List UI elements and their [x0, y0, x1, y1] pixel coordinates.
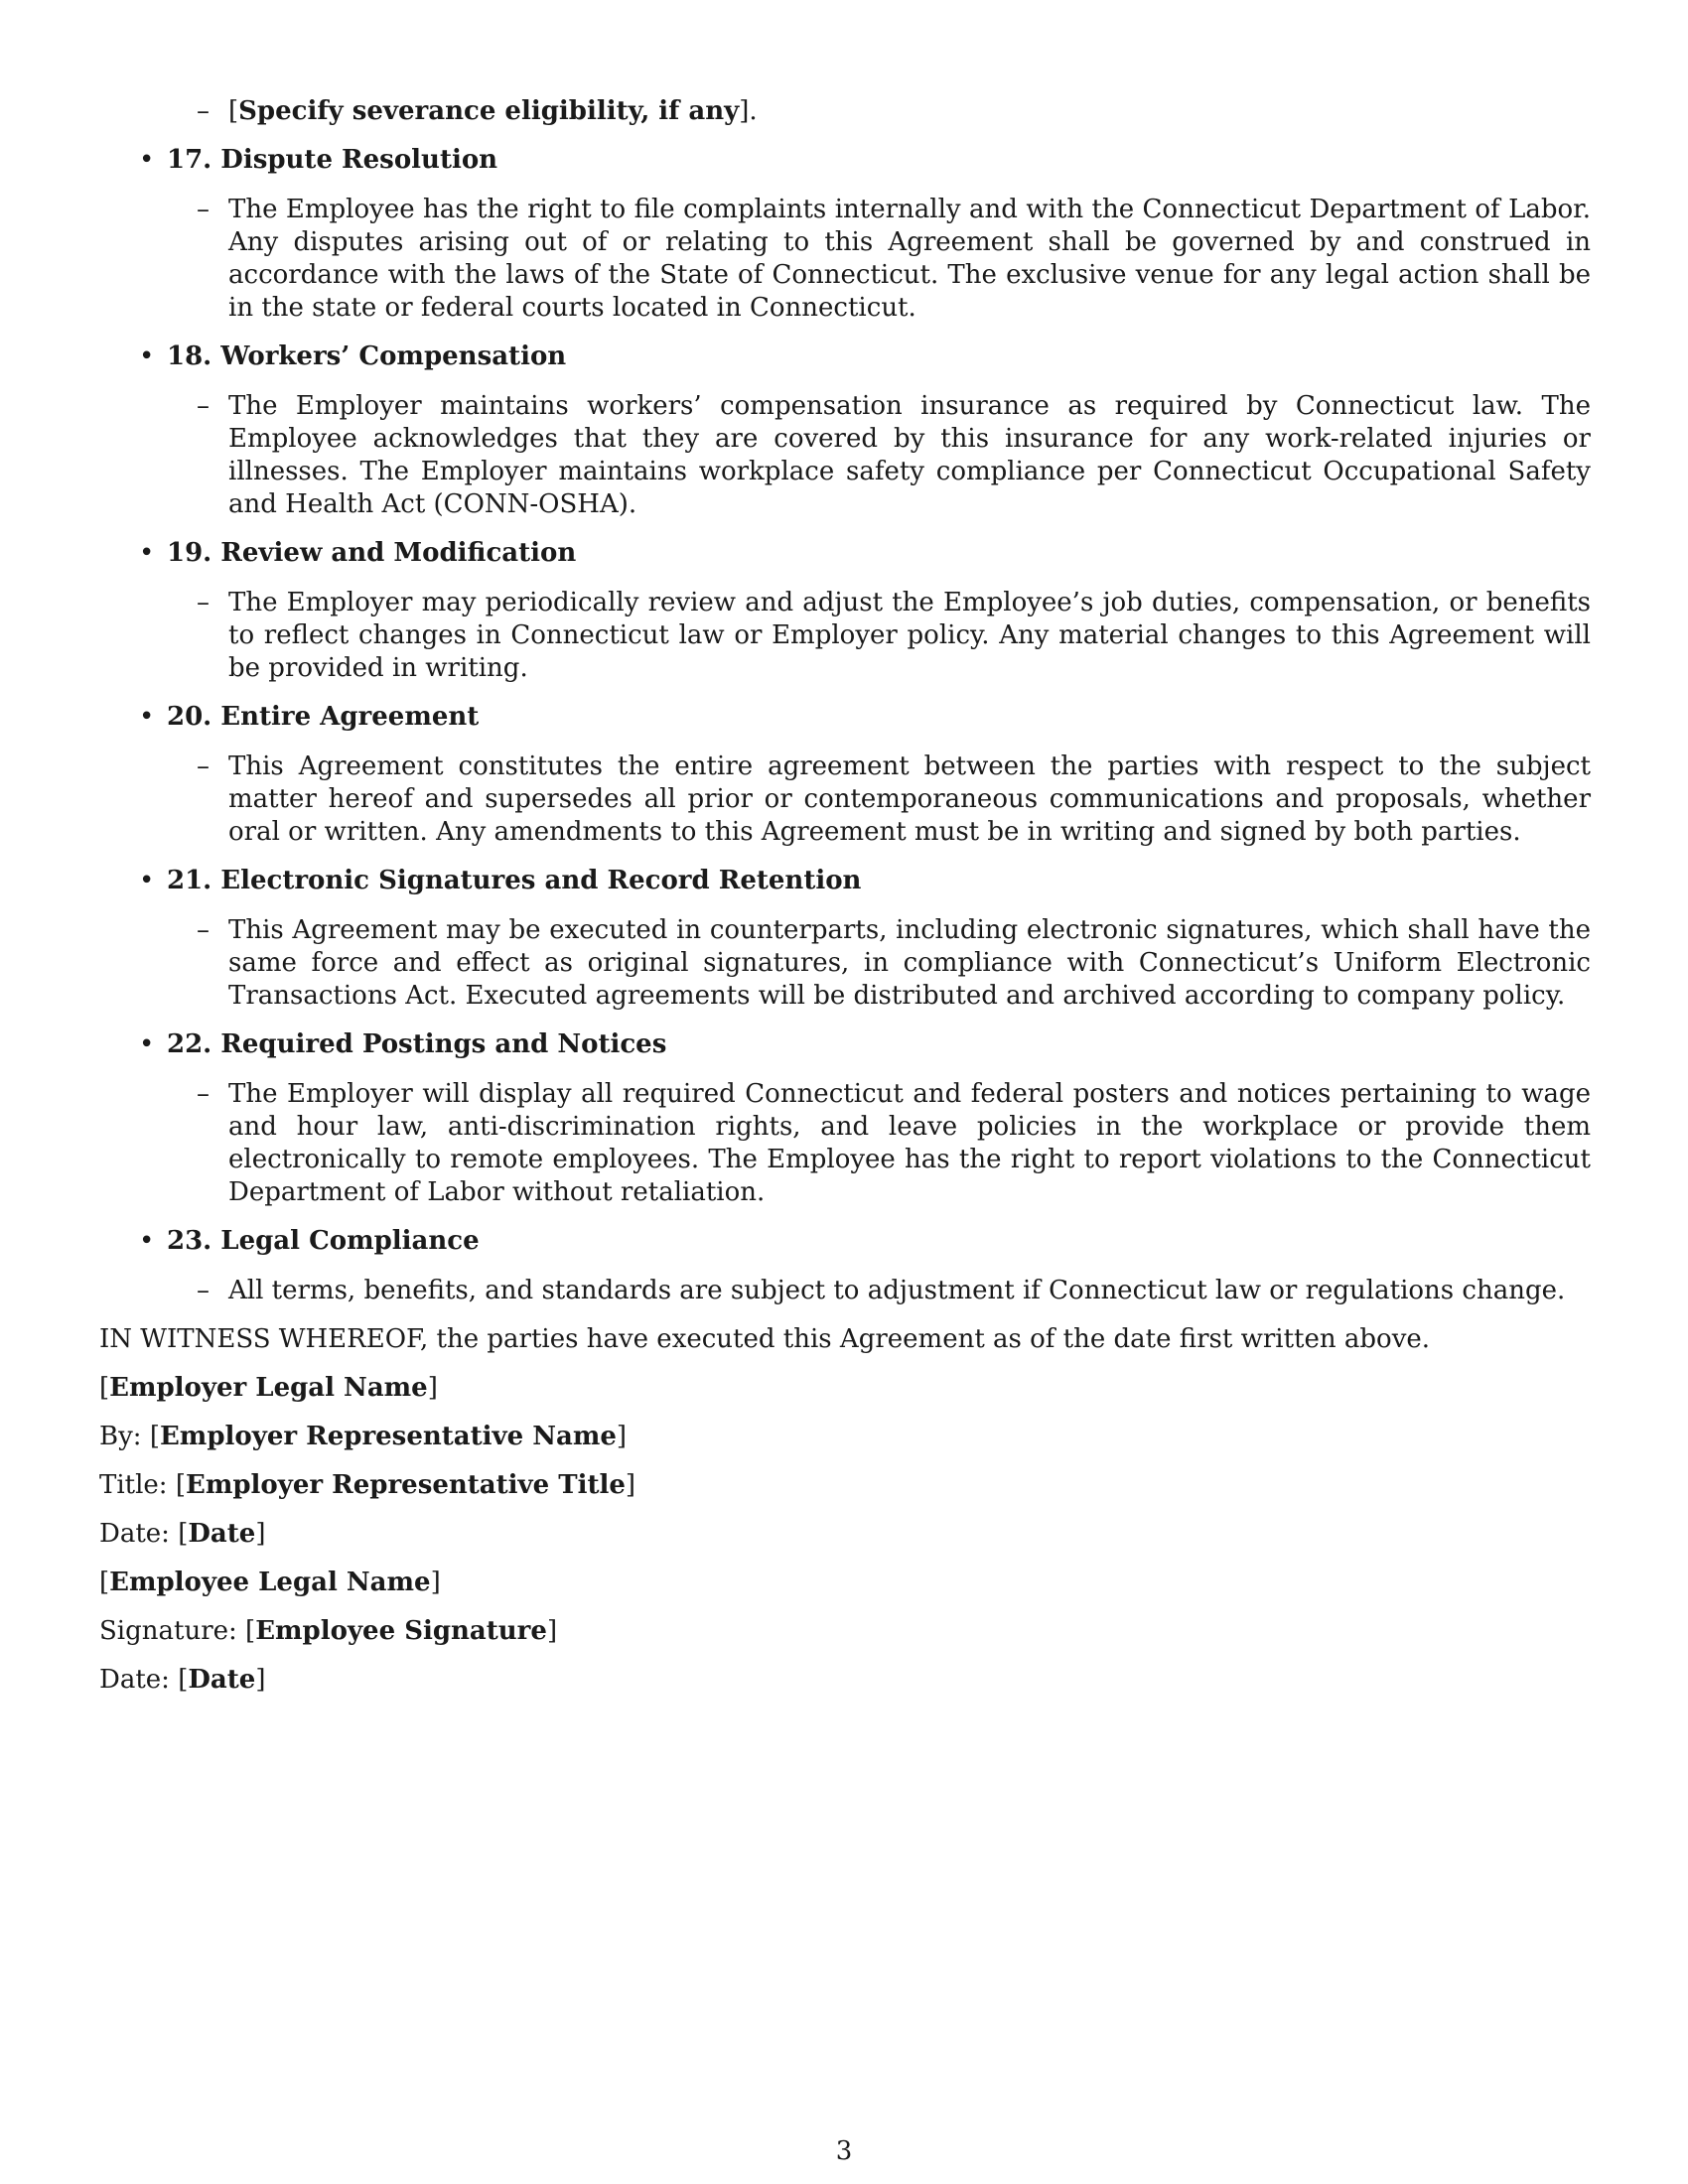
- employer-rep-name-placeholder: Employer Representative Name: [159, 1422, 617, 1451]
- by-label: By:: [99, 1422, 142, 1451]
- section-heading: [99, 1028, 1591, 1061]
- employee-signature-placeholder: Employee Signature: [255, 1616, 547, 1646]
- section-heading: [99, 537, 1591, 570]
- section-heading-text: 21. Electronic Signatures and Record Retention: [167, 866, 862, 895]
- section-18: [99, 341, 1591, 521]
- section-19: [99, 537, 1591, 685]
- section-body: [99, 587, 1591, 685]
- page-number: 3: [835, 2136, 853, 2166]
- section-heading-text: 22. Required Postings and Notices: [167, 1029, 667, 1059]
- section-heading: [99, 341, 1591, 373]
- dash-marker: –: [197, 1276, 210, 1305]
- section-heading: [99, 1225, 1591, 1258]
- bullet-marker: •: [139, 1226, 155, 1256]
- bullet-marker: •: [139, 341, 155, 371]
- witness-statement: IN WITNESS WHEREOF, the parties have executed this Agreement as of the date first written above.: [99, 1324, 1431, 1354]
- section-23: [99, 1225, 1591, 1307]
- section-heading-text: 18. Workers’ Compensation: [167, 341, 567, 371]
- date-label: Date:: [99, 1519, 170, 1549]
- section-body: [99, 1078, 1591, 1209]
- employer-rep-title-placeholder: Employer Representative Title: [186, 1470, 626, 1500]
- dash-marker: –: [197, 96, 210, 126]
- section-text: This Agreement constitutes the entire agreement between the parties with respect to the subject matter hereof and supersedes all prior or contemporaneous communications and proposals, whether oral or written. Any amendments to this Agreement must be in writing and signed by both parties.: [228, 751, 1591, 847]
- dash-marker: –: [197, 391, 210, 421]
- bullet-marker: •: [139, 1029, 155, 1059]
- section-heading-text: 20. Entire Agreement: [167, 702, 480, 732]
- section-body: [99, 194, 1591, 325]
- date-label: Date:: [99, 1665, 170, 1695]
- section-text: The Employee has the right to file complaints internally and with the Connecticut Department of Labor. Any disputes arising out of or relating to this Agreement shall be governed by and construed in accordance with the laws of the State of Connecticut. The exclusive venue for any legal action shall be in the state or federal courts located in Connecticut.: [228, 195, 1591, 323]
- document-page: [99, 95, 1591, 1712]
- section-body: [99, 390, 1591, 521]
- section-heading-text: 19. Review and Modification: [167, 538, 577, 568]
- section-body: [99, 1275, 1591, 1307]
- bullet-marker: •: [139, 538, 155, 568]
- section-body: [99, 751, 1591, 849]
- employer-name-placeholder: Employer Legal Name: [109, 1373, 428, 1403]
- dash-marker: –: [197, 195, 210, 224]
- employer-date-placeholder: Date: [188, 1519, 256, 1549]
- bullet-marker: •: [139, 145, 155, 175]
- section-heading-text: 17. Dispute Resolution: [167, 145, 498, 175]
- employer-by-line: By: [Employer Representative Name]: [99, 1422, 628, 1451]
- section-22: [99, 1028, 1591, 1209]
- section-body: [99, 914, 1591, 1013]
- title-label: Title:: [99, 1470, 168, 1500]
- severance-close: ].: [739, 96, 758, 126]
- section-heading: [99, 865, 1591, 897]
- section-20: [99, 701, 1591, 849]
- section-text: The Employer will display all required Connecticut and federal posters and notices pertaining to wage and hour law, anti-discrimination rights, and leave policies in the workplace or provide them electronically to remote employees. The Employee has the right to report violations to the Connecticut Department of Labor without retaliation.: [228, 1079, 1591, 1207]
- section-heading: [99, 144, 1591, 177]
- employee-signature-line: Signature: [Employee Signature]: [99, 1616, 558, 1646]
- severance-open-bracket: [: [228, 96, 239, 126]
- section-text: The Employer maintains workers’ compensation insurance as required by Connecticut law. The Employee acknowledges that they are covered by this insurance for any work-related injuries or illnesses. The Employer maintains workplace safety compliance per Connecticut Occupational Safety and Health Act (CONN-OSHA).: [228, 391, 1591, 519]
- employer-title-line: Title: [Employer Representative Title]: [99, 1470, 636, 1500]
- dash-marker: –: [197, 915, 210, 945]
- section-heading-text: 23. Legal Compliance: [167, 1226, 480, 1256]
- employee-name-line: [Employee Legal Name]: [99, 1568, 441, 1597]
- bullet-marker: •: [139, 702, 155, 732]
- section-text: All terms, benefits, and standards are subject to adjustment if Connecticut law or regulations change.: [228, 1276, 1566, 1305]
- employer-name-line: [Employer Legal Name]: [99, 1373, 438, 1403]
- dash-marker: –: [197, 1079, 210, 1109]
- signature-label: Signature:: [99, 1616, 237, 1646]
- severance-item: [99, 95, 1591, 128]
- bullet-marker: •: [139, 866, 155, 895]
- section-21: [99, 865, 1591, 1013]
- dash-marker: –: [197, 751, 210, 781]
- employer-date-line: Date: [Date]: [99, 1519, 266, 1549]
- employee-date-placeholder: Date: [188, 1665, 256, 1695]
- section-text: This Agreement may be executed in counterparts, including electronic signatures, which shall have the same force and effect as original signatures, in compliance with Connecticut’s Uniform Electronic Transactions Act. Executed agreements will be distributed and archived according to company policy.: [228, 915, 1591, 1011]
- section-text: The Employer may periodically review and adjust the Employee’s job duties, compensation, or benefits to reflect changes in Connecticut law or Employer policy. Any material changes to this Agreement will be provided in writing.: [228, 588, 1591, 683]
- employee-name-placeholder: Employee Legal Name: [109, 1568, 431, 1597]
- severance-placeholder: Specify severance eligibility, if any: [238, 96, 740, 126]
- section-17: [99, 144, 1591, 325]
- section-heading: [99, 701, 1591, 734]
- employee-date-line: Date: [Date]: [99, 1665, 266, 1695]
- dash-marker: –: [197, 588, 210, 617]
